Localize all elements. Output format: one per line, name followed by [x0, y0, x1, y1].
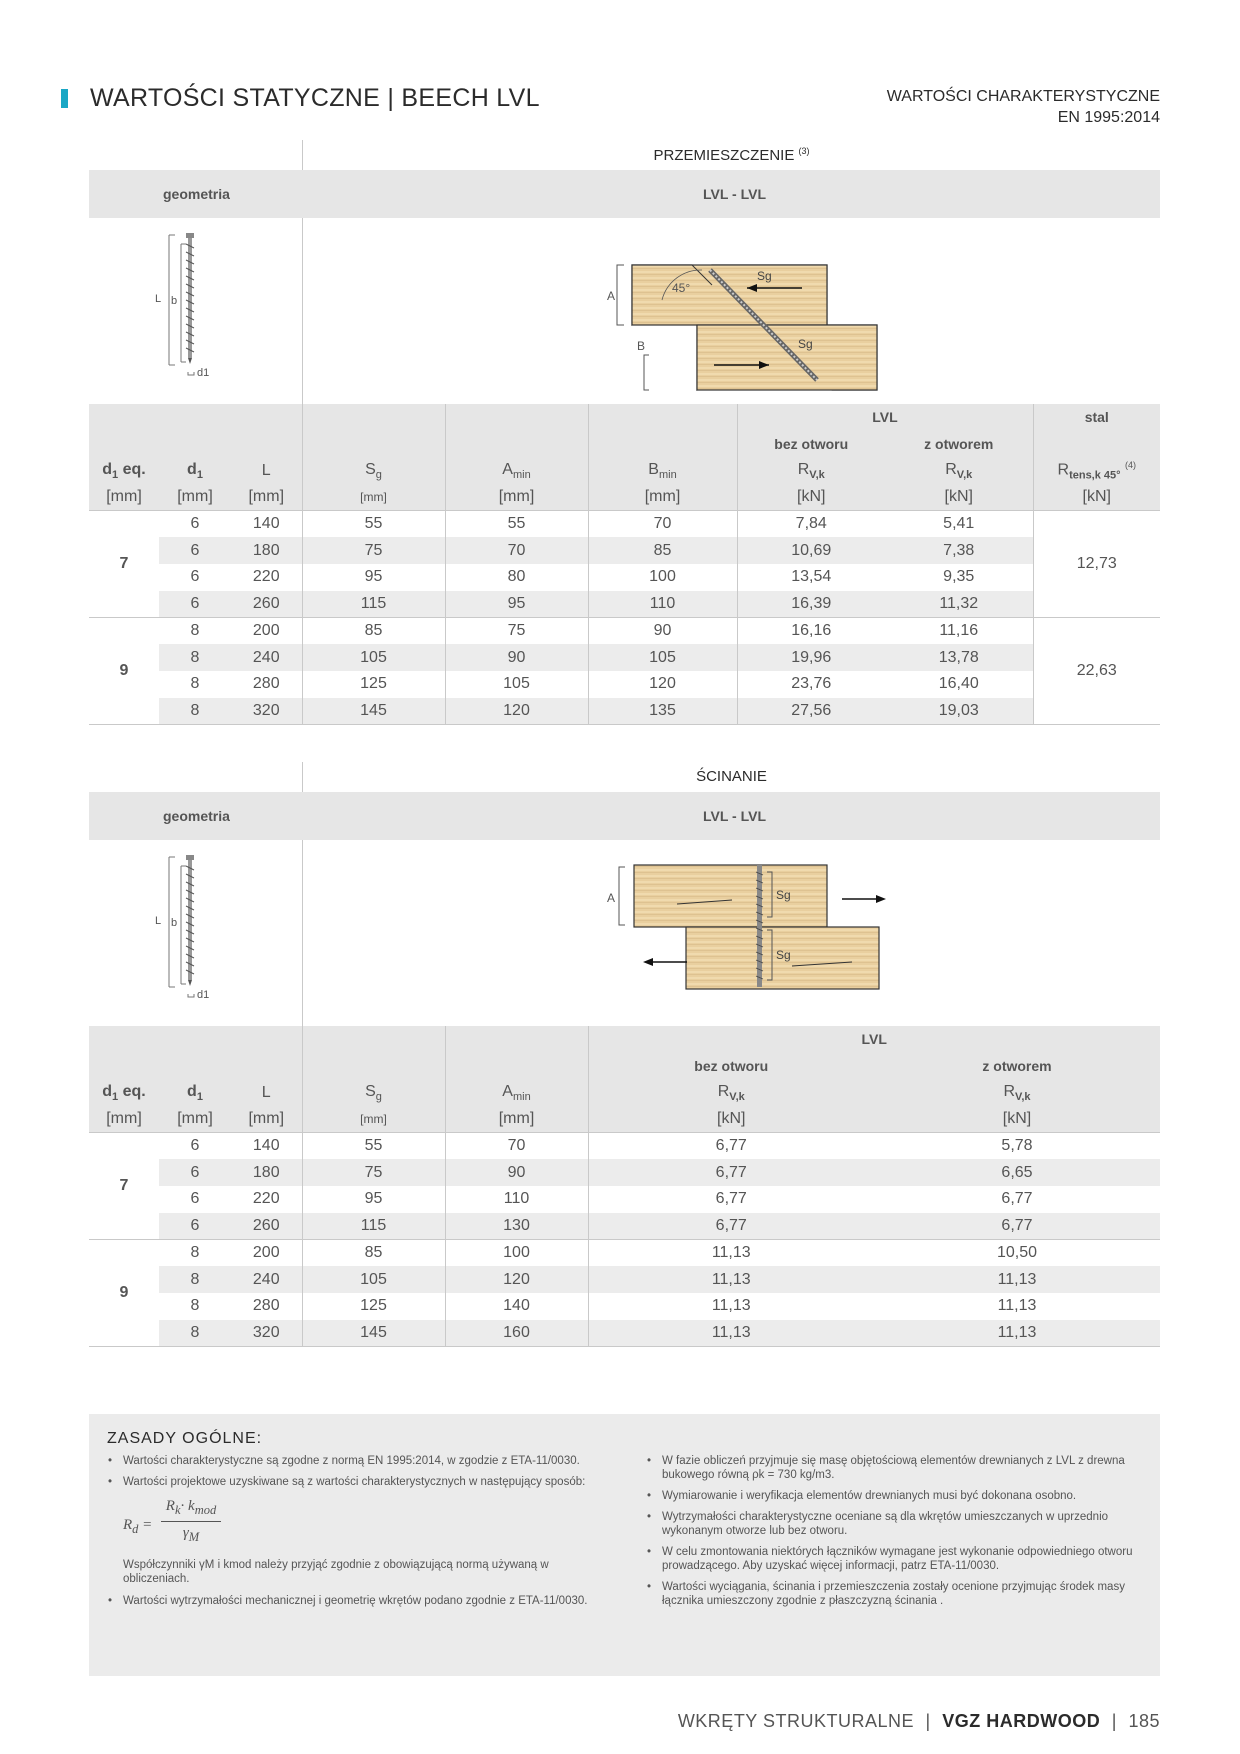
col-d1: $d_1$: [159, 457, 231, 484]
table-row: 6 260 115 95 110 16,39 11,32: [89, 591, 1160, 618]
sg-label-bottom: Sg: [798, 337, 813, 351]
table-row: 6 220 95 110 6,77 6,77: [89, 1186, 1160, 1213]
col-rvk-bez: $R_{V,k}$: [737, 457, 885, 484]
header-standard-line2: EN 1995:2014: [1057, 109, 1160, 126]
footer-brand: VGZ HARDWOOD: [942, 1711, 1101, 1731]
footer-separator: |: [1111, 1711, 1117, 1731]
col-d1eq: $d_1$ eq.: [89, 1079, 159, 1106]
angle-label: 45°: [672, 281, 691, 295]
header-standard: [887, 86, 1160, 128]
table-row: 6 180 75 90 6,77 6,65: [89, 1159, 1160, 1186]
note-item: • Wartości wytrzymałości mechanicznej i geometrię wkrętów podano zgodnie z ETA-11/0030.: [106, 1594, 611, 1608]
table-row: 7 6 140 55 70 6,77 5,78: [89, 1133, 1160, 1160]
coefficient-note: Współczynniki γM i kmod należy przyjąć zgodnie z obowiązującą normą używaną w obliczeniach.: [123, 1559, 549, 1585]
screw-label-d1: d1: [197, 367, 210, 379]
table-row: 8 280 125 140 11,13 11,13: [89, 1293, 1160, 1320]
col-Bmin: $B_{min}$: [588, 457, 737, 484]
dim-A-label: A: [607, 289, 616, 303]
config-label: LVL - LVL: [703, 808, 766, 824]
col-Sg: $S_g$: [302, 457, 445, 484]
header-standard-line1: WARTOŚCI CHARAKTERYSTYCZNE: [886, 88, 1160, 105]
notes-title: ZASADY OGÓLNE:: [107, 1430, 263, 1447]
table-row: 7 6 140 55 55 70 7,84 5,41 12,73: [89, 511, 1160, 538]
note-item: • Wymiarowanie i weryfikacja elementów drewnianych musi być dokonana osobno.: [645, 1489, 1140, 1503]
col-L: L: [231, 1079, 302, 1106]
col-Amin: $A_{min}$: [445, 457, 588, 484]
footer-section: WKRĘTY STRUKTURALNE: [677, 1711, 915, 1731]
displacement-table: LVL stal bez otworu z otworem $d_1$ eq. $d_1$ L $S_g$ $A_{min}$ $B_{min}$ $R_{V,k}$ $R_{V,k}$ $R_{tens,k 45^\circ}$ $^{(4)}$ [mm] [mm] [mm] [mm] [mm] [mm] [kN] [kN] [kN] 7 6 140 55 55 70 7,84 5,41 12,73 6 180 75 70 85 10,69 7,38 6 220 95 80 100 13,54 9,35 6 260 115 95 110 16,39 11,32 9 8 200 85 75 90 16,16 11,16 22,63 8 240 105 90 105 19,96 13,78 8 280 125 105 120 23,76 16,40 8 320 145 120 135 27,56 19,03: [89, 404, 1160, 725]
sg-label-bottom: Sg: [776, 948, 791, 962]
section-displacement: [89, 140, 1160, 730]
footer-separator: |: [925, 1711, 931, 1731]
notes-right-column: [645, 1454, 1140, 1615]
col-d1eq: $d_1$ eq.: [89, 457, 159, 484]
shear-table: LVL bez otworu z otworem $d_1$ eq. $d_1$ L $S_g$ $A_{min}$ $R_{V,k}$ $R_{V,k}$ [mm] [mm] [mm] [mm] [mm] [kN] [kN] 7 6 140 55 70 6,77 5,78 6 180 75 90 6,77 6,65 6 220 95 110 6,77 6,77 6 260 115 130 6,77 6,77 9 8 200 85 100 11,13 10,50 8 240 105 120 11,13 11,13 8 280 125 140 11,13 11,13 8 320 145 160 11,13 11,13: [89, 1026, 1160, 1347]
page-number: 185: [1128, 1711, 1160, 1731]
notes-left-column: [106, 1454, 611, 1615]
screw-label-L: L: [155, 915, 162, 927]
table-row: 6 180 75 70 85 10,69 7,38: [89, 537, 1160, 564]
col-Sg: $S_g$: [302, 1079, 445, 1106]
group-header-lvl: LVL: [737, 404, 1033, 431]
col-L: L: [231, 457, 302, 484]
note-item: • Wartości charakterystyczne są zgodne z normą EN 1995:2014, w zgodzie z ETA-11/0030.: [106, 1454, 611, 1468]
group-header-stal: stal: [1033, 404, 1160, 431]
table-row: 8 240 105 120 11,13 11,13: [89, 1266, 1160, 1293]
col-rtens: $R_{tens,k 45^\circ}$ $^{(4)}$: [1033, 457, 1160, 484]
shear-joint-diagram: [602, 862, 922, 1002]
group-header-lvl: LVL: [588, 1026, 1160, 1053]
note-item: • W fazie obliczeń przyjmuje się masę objętościową elementów drewnianych z LVL z drewna bukowego równą ρk = 730 kg/m3.: [645, 1454, 1140, 1482]
title-accent-bar: [61, 89, 68, 108]
col-Amin: $A_{min}$: [445, 1079, 588, 1106]
table-row: 6 260 115 130 6,77 6,77: [89, 1213, 1160, 1240]
subheader-z-otworem: z otworem: [885, 431, 1033, 458]
screw-geometry-diagram: [155, 230, 259, 390]
section-title-shear: ŚCINANIE: [696, 768, 767, 785]
dim-A-label: A: [607, 891, 616, 905]
col-rvk-z: $R_{V,k}$: [874, 1079, 1160, 1106]
note-item: • Wytrzymałości charakterystyczne oceniane są dla wkrętów umieszczanych w uprzednio wykonanym otworze lub bez otworu.: [645, 1510, 1140, 1538]
note-item: • Wartości wyciągania, ścinania i przemieszczenia zostały ocenione przyjmując środek masy łącznika umieszczony zgodnie z płaszczyzną ścinania .: [645, 1580, 1140, 1608]
table-row: 8 280 125 105 120 23,76 16,40: [89, 671, 1160, 698]
table-row: 6 220 95 80 100 13,54 9,35: [89, 564, 1160, 591]
displacement-joint-diagram: [602, 240, 902, 400]
section-title-displacement: PRZEMIESZCZENIE $^{(3)}$: [653, 146, 810, 164]
subheader-bez-otworu: bez otworu: [737, 431, 885, 458]
screw-label-b: b: [171, 295, 178, 307]
table-row: 8 240 105 90 105 19,96 13,78: [89, 644, 1160, 671]
sg-label-top: Sg: [757, 269, 772, 283]
sg-label-top: Sg: [776, 888, 791, 902]
col-d1: $d_1$: [159, 1079, 231, 1106]
config-label: LVL - LVL: [703, 186, 766, 202]
design-value-formula: $R_d$ = $R_k\cdot k_{mod}$ $\gamma_M$: [123, 1496, 611, 1558]
rtens-value: 12,73: [1033, 511, 1160, 618]
rtens-value: 22,63: [1033, 618, 1160, 725]
screw-geometry-diagram: [155, 852, 259, 1012]
subheader-bez-otworu: bez otworu: [588, 1053, 874, 1080]
subheader-z-otworem: z otworem: [874, 1053, 1160, 1080]
screw-label-b: b: [171, 917, 178, 929]
note-item: • W celu zmontowania niektórych łączników wymagane jest wykonanie odpowiedniego otworu prowadzącego. Aby uzyskać więcej informacji, patrz ETA-11/0030.: [645, 1545, 1140, 1573]
col-rvk-z: $R_{V,k}$: [885, 457, 1033, 484]
table-row: 8 320 145 120 135 27,56 19,03: [89, 698, 1160, 725]
dim-B-label: B: [637, 339, 646, 353]
col-rvk-bez: $R_{V,k}$: [588, 1079, 874, 1106]
screw-label-d1: d1: [197, 989, 210, 1001]
geometry-label: geometria: [163, 808, 230, 824]
table-row: 9 8 200 85 75 90 16,16 11,16 22,63: [89, 618, 1160, 645]
note-item: • Wartości projektowe uzyskiwane są z wartości charakterystycznych w następujący sposób:: [106, 1475, 611, 1489]
page-footer: [678, 1711, 1160, 1732]
screw-label-L: L: [155, 293, 162, 305]
section-shear: [89, 762, 1160, 1352]
general-rules-box: [89, 1414, 1160, 1676]
table-row: 8 320 145 160 11,13 11,13: [89, 1320, 1160, 1347]
table-row: 9 8 200 85 100 11,13 10,50: [89, 1240, 1160, 1267]
page-title: WARTOŚCI STATYCZNE | BEECH LVL: [90, 84, 540, 112]
geometry-label: geometria: [163, 186, 230, 202]
